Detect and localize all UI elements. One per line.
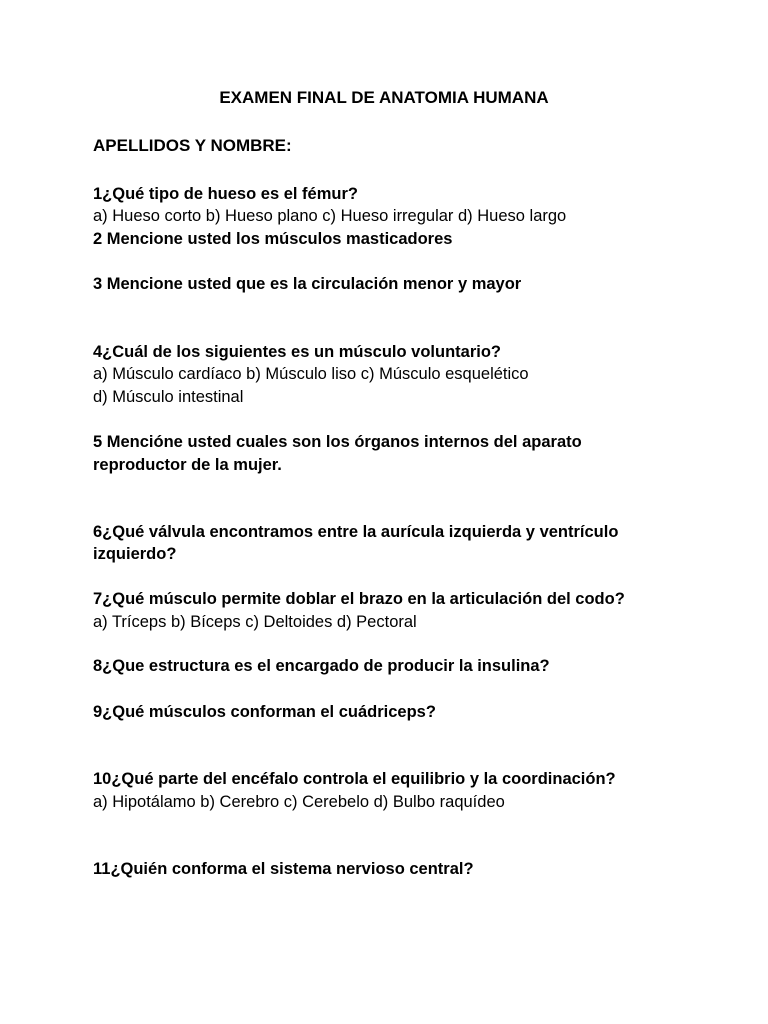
question-6-text-line-1: 6¿Qué válvula encontramos entre la aurícula izquierda y ventrículo [93, 523, 619, 541]
question-4-options-line-2: d) Músculo intestinal [93, 388, 244, 406]
question-10-options: a) Hipotálamo b) Cerebro c) Cerebelo d) Bulbo raquídeo [93, 793, 505, 811]
name-label: APELLIDOS Y NOMBRE: [93, 136, 292, 155]
question-1-text: 1¿Qué tipo de hueso es el fémur? [93, 185, 358, 203]
question-1-options: a) Hueso corto b) Hueso plano c) Hueso irregular d) Hueso largo [93, 207, 567, 225]
question-4-options-line-1: a) Músculo cardíaco b) Músculo liso c) Músculo esquelético [93, 365, 529, 383]
question-5-text-line-1: 5 Mencióne usted cuales son los órganos internos del aparato [93, 433, 582, 451]
question-5-text-line-2: reproductor de la mujer. [93, 456, 282, 474]
question-7-options: a) Tríceps b) Bíceps c) Deltoides d) Pectoral [93, 613, 417, 631]
question-8-text: 8¿Que estructura es el encargado de producir la insulina? [93, 657, 550, 675]
question-3-text: 3 Mencione usted que es la circulación menor y mayor [93, 275, 522, 293]
question-11-text: 11¿Quién conforma el sistema nervioso central? [93, 860, 474, 878]
question-10-text: 10¿Qué parte del encéfalo controla el equilibrio y la coordinación? [93, 770, 616, 788]
question-7-text: 7¿Qué músculo permite doblar el brazo en la articulación del codo? [93, 590, 625, 608]
question-4-text: 4¿Cuál de los siguientes es un músculo voluntario? [93, 343, 501, 361]
question-2-text: 2 Mencione usted los músculos masticadores [93, 230, 453, 248]
exam-title: EXAMEN FINAL DE ANATOMIA HUMANA [219, 88, 549, 107]
question-9-text: 9¿Qué músculos conforman el cuádriceps? [93, 703, 436, 721]
question-6-text-line-2: izquierdo? [93, 545, 177, 563]
